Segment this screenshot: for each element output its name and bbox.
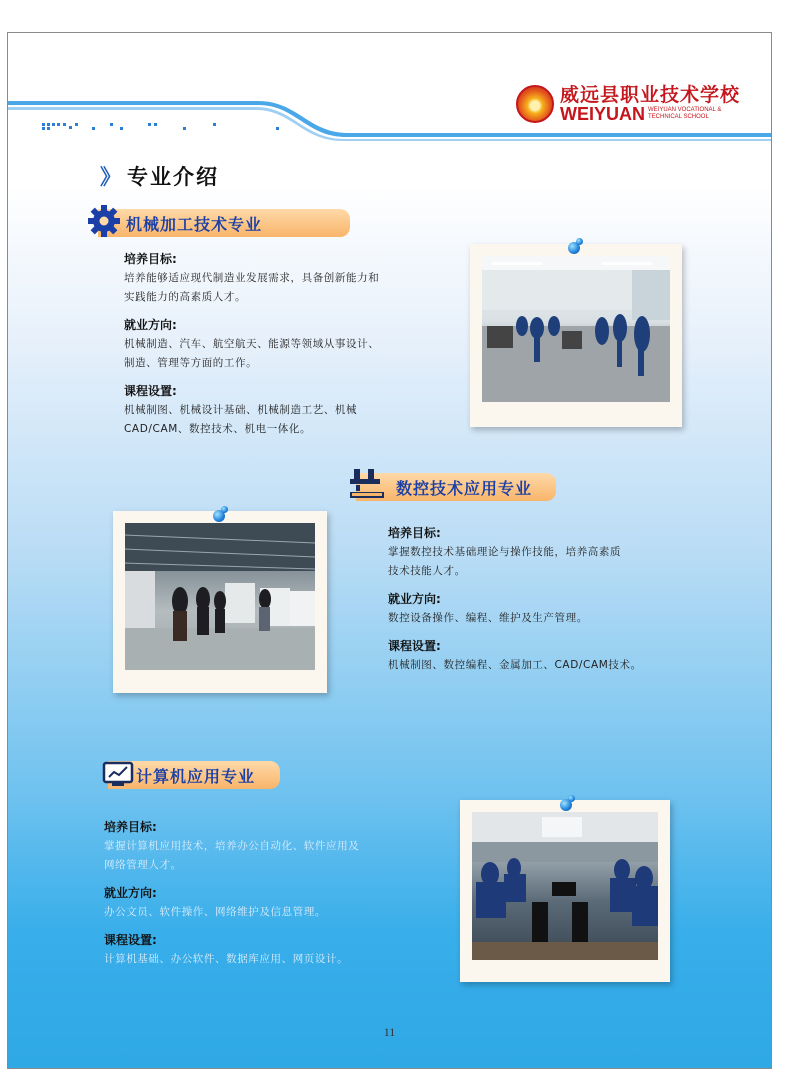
job-text: 数控设备操作、编程、维护及生产管理。 [388,612,588,624]
school-emblem-icon [516,85,554,123]
major-details-mechanical [124,245,454,439]
job-text: 机械制造、汽车、航空航天、能源等领域从事设计、 [124,338,380,350]
major-title: 机械加工技术专业 [126,214,263,234]
goal-heading: 培养目标: [124,252,177,266]
page-title [100,161,219,191]
course-text: CAD/CAM、数控技术、机电一体化。 [124,423,312,435]
pushpin-icon [221,506,228,513]
course-heading: 课程设置: [104,933,157,947]
goal-heading: 培养目标: [388,526,441,540]
major-title: 数控技术应用专业 [396,478,533,498]
page-title-text: 专业介绍 [127,165,219,189]
course-heading: 课程设置: [124,384,177,398]
goal-text: 技术技能人才。 [388,565,466,577]
monitor-chart-icon [102,761,136,789]
school-name-en-sub: WEIYUAN VOCATIONAL & TECHNICAL SCHOOL [648,107,722,120]
goal-text: 实践能力的高素质人才。 [124,291,247,303]
photo-computer-lab [460,800,670,982]
school-name-en: WEIYUAN [560,104,645,124]
goal-text: 掌握计算机应用技术，培养办公自动化、软件应用及 [104,840,360,852]
major-details-cnc [388,519,688,675]
major-title: 计算机应用专业 [136,766,256,786]
course-heading: 课程设置: [388,639,441,653]
major-banner-mechanical [98,209,350,237]
major-details-computer [104,813,424,969]
goal-heading: 培养目标: [104,820,157,834]
cnc-machine-icon [348,467,392,501]
course-text: 计算机基础、办公软件、数据库应用、网页设计。 [104,953,349,965]
double-chevron-icon: 》 [100,165,123,189]
school-name-cn: 威远县职业技术学校 [560,84,741,106]
job-text: 制造、管理等方面的工作。 [124,357,258,369]
school-logo [516,85,740,123]
page-number: 11 [383,1025,396,1039]
job-heading: 就业方向: [388,592,441,606]
course-text: 机械制图、数控编程、金属加工、CAD/CAM技术。 [388,659,642,671]
photo-mechanical-workshop [470,244,682,427]
job-heading: 就业方向: [124,318,177,332]
gear-icon [86,203,122,239]
goal-text: 培养能够适应现代制造业发展需求，具备创新能力和 [124,272,380,284]
pushpin-icon [568,795,575,802]
cnc-workshop-image [125,523,315,670]
workshop-image [482,256,670,402]
pushpin-icon [576,238,583,245]
computer-lab-image [472,812,658,960]
job-heading: 就业方向: [104,886,157,900]
goal-text: 掌握数控技术基础理论与操作技能，培养高素质 [388,546,622,558]
photo-cnc-workshop [113,511,327,693]
course-text: 机械制图、机械设计基础、机械制造工艺、机械 [124,404,358,416]
goal-text: 网络管理人才。 [104,859,182,871]
brochure-page [7,32,772,1069]
job-text: 办公文员、软件操作、网络维护及信息管理。 [104,906,326,918]
